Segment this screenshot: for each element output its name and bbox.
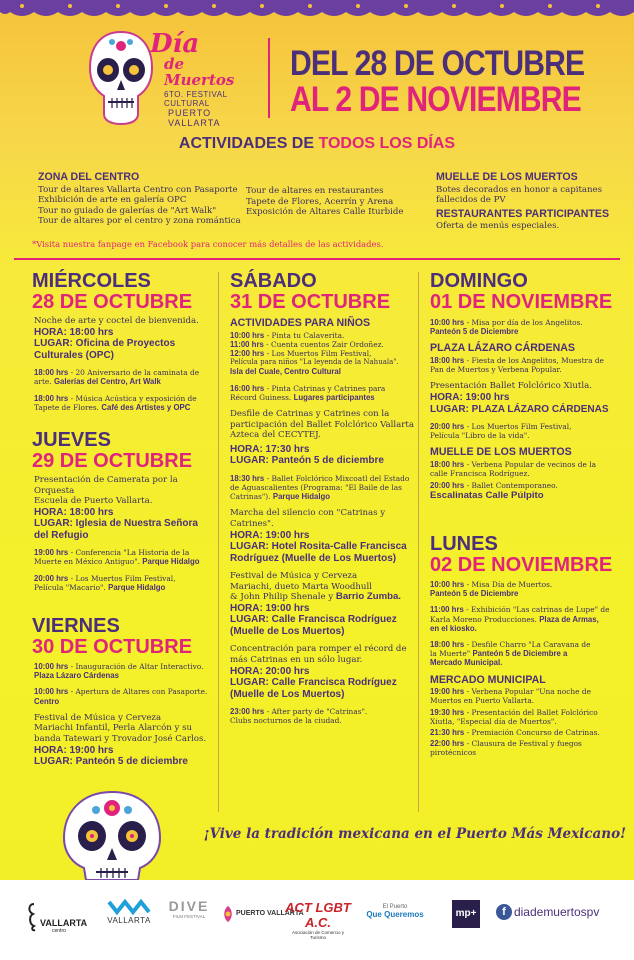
logo-line-1: Día [150, 29, 200, 59]
event-text: - Pinta tu Calaverita. [264, 330, 345, 340]
section-title: PLAZA LÁZARO CÁRDENAS [430, 342, 575, 355]
event-text: Catrinas"). [230, 492, 273, 502]
event-place: Galerías del Centro, Art Walk [53, 377, 161, 387]
day-header-saturday [230, 271, 390, 312]
event-time: 19:00 hrs [430, 687, 465, 697]
event-hour: HORA: 20:00 hrs [230, 665, 310, 677]
event-text: arte. [34, 377, 54, 387]
event-hour: HORA: 19:00 hrs [34, 744, 114, 756]
zona-item: Tour de altares por el centro y zona romántica [38, 216, 241, 227]
logo-text: ACT LGBT A.C. [285, 900, 351, 930]
seahorse-icon [26, 902, 40, 932]
event-text: - Verbena Popular de vecinos de la [464, 460, 596, 469]
dive-film-festival-logo [166, 898, 212, 919]
event-text: - Desfile Charro "La Caravana de [464, 640, 591, 650]
event-text: - After party de "Catrinas". [264, 707, 368, 717]
event-text: Presentación Ballet Folclórico Xiutla. [430, 381, 592, 392]
event-text: Escuela de Puerto Vallarta. [34, 496, 153, 507]
event-time: 19:30 hrs [430, 707, 465, 717]
event-place: Mercado Municipal. [430, 658, 503, 668]
day-date: 30 DE OCTUBRE [32, 636, 193, 658]
sugar-skull-logo [86, 28, 156, 128]
header-divider [268, 38, 270, 118]
event-text: & John Philip Shenale y [230, 592, 336, 603]
event-text: Mariachi Infantil, Perla Alarcón y su [34, 723, 193, 734]
festival-logo-text [150, 29, 250, 128]
event-place: LUGAR: Hotel Rosita-Calle Francisca [230, 541, 407, 553]
event-time: 20:00 hrs [34, 573, 69, 583]
section-title: MUELLE DE LOS MUERTOS [430, 446, 572, 459]
event-place: Culturales (OPC) [34, 349, 115, 361]
event-time: 18:00 hrs [430, 460, 465, 469]
muelle-line: Botes decorados en honor a capitanes [436, 184, 603, 195]
daily-right [436, 172, 626, 232]
wednesday-events [34, 316, 216, 412]
event-text: Tapete de Flores. [34, 402, 102, 412]
event-text: Marcha del silencio con "Catrinas y [230, 508, 386, 519]
event-text: Festival de Música y Cerveza [230, 571, 358, 582]
event-text: - Exhibición "Las catrinas de Lupe" de [463, 605, 610, 615]
logo-subtext: FILM FESTIVAL [172, 914, 206, 919]
zona-centro-title: ZONA DEL CENTRO [38, 171, 140, 183]
event-time: 18:30 hrs [230, 473, 265, 483]
event-text: - Apertura de Altares con Pasaporte. [68, 687, 208, 697]
daily-mid-item: Tour de altares en restaurantes [246, 186, 384, 196]
event-place: Isla del Cuale, Centro Cultural [230, 367, 341, 377]
day-name: DOMINGO [430, 270, 528, 292]
day-date: 01 DE NOVIEMBRE [430, 291, 613, 313]
event-hour: HORA: 19:00 hrs [230, 602, 310, 614]
event-place: Parque Hidalgo [142, 557, 200, 567]
logo-text: El Puerto [382, 904, 408, 910]
event-time: 23:00 hrs [230, 707, 265, 717]
event-text: - Clausura de Festival y fuegos [464, 739, 582, 749]
saturday-events [230, 318, 416, 725]
logo-text: VALLARTA [107, 916, 151, 925]
daily-mid-item: Tapete de Flores, Acerrín y Arena [246, 196, 394, 207]
vallarta-logo [100, 898, 158, 938]
muelle-title: MUELLE DE LOS MUERTOS [436, 171, 578, 183]
event-text: Pan de Muertos y Verbena Popular. [430, 365, 562, 375]
restaurants-title: RESTAURANTES PARTICIPANTES [436, 207, 610, 220]
event-text: - Ballet Folclórico Mixcoatl del Estado [264, 473, 410, 483]
event-text: - Verbena Popular "Una noche de [464, 687, 591, 697]
event-time: 22:00 hrs [430, 739, 465, 749]
event-place: Parque Hidalgo [108, 582, 166, 592]
zona-centro [38, 172, 248, 227]
event-hour: HORA: 18:00 hrs [34, 326, 114, 338]
event-place: Plaza de Armas, [539, 614, 599, 624]
daily-mid-item: Exposición de Altares Calle Iturbide [246, 207, 404, 218]
date-line-2: AL 2 DE NOVIEMBRE [290, 80, 581, 119]
event-time: 11:00 hrs [230, 339, 264, 349]
thursday-events [34, 475, 216, 592]
event-text: más Catrinas en un sólo lugar. [230, 654, 363, 665]
muelle-line: fallecidos de PV [436, 195, 506, 206]
facebook-note: *Visita nuestra fanpage en Facebook para conocer más detalles de las actividades. [32, 239, 384, 249]
event-place: LUGAR: Iglesia de Nuestra Señora [34, 518, 198, 530]
date-line-1: DEL 28 DE OCTUBRE [290, 44, 585, 83]
activities-title-a: ACTIVIDADES DE [178, 135, 315, 152]
day-name: LUNES [430, 533, 498, 555]
daily-mid [246, 186, 431, 218]
sugar-skull-illustration [56, 788, 168, 880]
day-name: SÁBADO [230, 270, 317, 292]
kids-activities-title: ACTIVIDADES PARA NIÑOS [230, 317, 371, 329]
event-text: Festival de Música y Cerveza [34, 712, 162, 723]
day-name: MIÉRCOLES [32, 270, 151, 292]
event-text: - Inauguración de Altar Interactivo. [68, 662, 204, 671]
logo-text: Que Queremos [366, 910, 424, 919]
event-dates [290, 46, 632, 118]
event-place: LUGAR: Panteón 5 de diciembre [34, 756, 188, 768]
event-place: LUGAR: Calle Francisca Rodríguez [230, 677, 397, 689]
event-place: Centro [34, 696, 60, 706]
event-time: 21:30 hrs [430, 728, 465, 738]
day-header-wednesday [32, 271, 192, 312]
event-text: calle Francisca Rodríguez. [430, 469, 530, 479]
wave-icon [107, 898, 151, 916]
event-text: Presentación de Camerata por la Orquesta [34, 475, 178, 496]
day-header-sunday [430, 271, 612, 312]
event-time: 20:00 hrs [430, 481, 465, 491]
pv-emblem-icon [222, 904, 234, 924]
event-text: - Los Muertos Film Festival, [68, 573, 176, 583]
logo-sub-2: PUERTO VALLARTA [168, 108, 221, 128]
event-text: la Muerte" [430, 649, 473, 659]
day-name: JUEVES [32, 429, 111, 451]
event-place: Lugares participantes [293, 392, 375, 402]
event-place: Panteón 5 de Diciembre [430, 589, 519, 599]
event-place: Plaza Lázaro Cárdenas [34, 671, 119, 681]
event-time: 10:00 hrs [430, 580, 465, 589]
event-text: Desfile de Catrinas y Catrines con la [230, 409, 390, 420]
logo-text: DIVE [168, 898, 210, 914]
event-hour: HORA: 19:00 hrs [230, 529, 310, 541]
event-text: Muerte en México Antiguo". [34, 557, 143, 567]
monday-events [430, 580, 620, 758]
event-place: (Muelle de Los Muertos) [230, 688, 345, 700]
section-title: MERCADO MUNICIPAL [430, 673, 546, 686]
column-divider [218, 272, 219, 812]
sunday-events [430, 318, 620, 501]
event-text: participación del Ballet Folclórico Vallarta [230, 419, 414, 430]
event-place: Parque Hidalgo [272, 492, 331, 502]
event-text: Película para niños "La leyenda de la Nahuala". [230, 358, 399, 367]
event-place: Escalinatas Calle Púlpito [430, 489, 544, 501]
event-place: Barrio Zumba. [335, 591, 401, 603]
event-text: Xiutla, "Especial día de Muertos". [430, 716, 557, 726]
facebook-icon: f [496, 904, 512, 920]
day-date: 31 DE OCTUBRE [230, 291, 391, 313]
event-text: pirotécnicos [430, 748, 477, 758]
act-lgbt-logo [284, 900, 352, 940]
day-date: 28 DE OCTUBRE [32, 291, 193, 313]
event-place: del Refugio [34, 529, 89, 541]
logo-subtext: Asociación de Comercio y Turismo [291, 930, 345, 940]
event-text: Concentración para romper el récord de [230, 644, 407, 655]
event-text: - Presentación del Ballet Folclórico [464, 707, 598, 717]
event-place: Panteón 5 de Diciembre a [472, 649, 568, 659]
event-text: Noche de arte y coctel de bienvenida. [34, 316, 199, 326]
day-date: 02 DE NOVIEMBRE [430, 554, 613, 576]
event-time: 18:00 hrs [34, 368, 69, 378]
event-hour: HORA: 17:30 hrs [230, 443, 310, 455]
event-text: Azteca del CECYTEJ. [230, 430, 321, 441]
event-text: - Pinta Catrinas y Catrines para [264, 383, 386, 393]
facebook-link[interactable] [496, 904, 626, 920]
zona-item: Exhibición de arte en galería OPC [38, 195, 187, 206]
event-time: 11:00 hrs [430, 605, 464, 615]
event-place: en el kiosko. [430, 623, 477, 633]
event-place: Panteón 5 de Diciembre [430, 327, 519, 337]
event-text: - Misa Día de Muertos. [464, 580, 553, 589]
slogan: ¡Vive la tradición mexicana en el Puerto Más Mexicano! [203, 826, 626, 842]
event-text: Karla Moreno Producciones. [430, 614, 540, 624]
event-hour: HORA: 18:00 hrs [34, 506, 114, 518]
facebook-handle[interactable]: diademuertospv [513, 905, 600, 919]
day-header-thursday [32, 430, 192, 471]
day-header-friday [32, 616, 192, 657]
day-header-monday [430, 534, 612, 575]
event-place: LUGAR: PLAZA LÁZARO CÁRDENAS [430, 403, 609, 415]
restaurants-line: Oferta de menús especiales. [436, 221, 560, 232]
event-time: 10:00 hrs [34, 687, 69, 697]
day-name: VIERNES [32, 615, 120, 637]
event-time: 12:00 hrs [230, 349, 265, 358]
event-text: - Fiesta de los Angelitos, Muestra de [464, 356, 604, 365]
event-place: Café des Artistes y OPC [101, 402, 191, 412]
event-text: Récord Guiness. [230, 392, 294, 402]
event-time: 20:00 hrs [430, 422, 465, 431]
zona-item: Tour de altares Vallarta Centro con Pasaporte [38, 184, 238, 195]
event-time: 10:00 hrs [230, 330, 265, 340]
logo-sub-1: 6TO. FESTIVAL CULTURAL [164, 90, 228, 108]
sponsors-footer [0, 880, 634, 960]
event-text: - Misa por día de los Angelitos. [464, 318, 583, 327]
event-text: de Aguascalientes (Programa: "El Baile de las [230, 483, 402, 492]
section-divider [14, 258, 620, 260]
event-text: Clubs nocturnos de la ciudad. [230, 716, 342, 726]
event-time: 18:00 hrs [34, 393, 69, 403]
event-time: 19:00 hrs [34, 548, 69, 558]
event-text: - Cuenta cuentos Zair Ordoñez. [263, 339, 384, 349]
event-place: LUGAR: Calle Francisca Rodríguez [230, 614, 397, 626]
logo-subtext: centro [52, 928, 66, 934]
logo-text: PUERTO VALLARTA [236, 910, 304, 917]
event-text: - Premiación Concurso de Catrinas. [464, 728, 600, 738]
event-text: Mariachi, dueto Marta Woodhull [230, 581, 372, 592]
event-text: Película "Macario". [34, 582, 109, 592]
event-text: - 20 Aniversario de la caminata de [68, 368, 200, 378]
friday-events [34, 662, 216, 768]
zona-item: Tour no guiado de galerías de "Art Walk" [38, 205, 217, 216]
event-hour: HORA: 19:00 hrs [430, 392, 510, 403]
event-place: Rodríguez (Muelle de Los Muertos) [230, 552, 397, 564]
activities-title [0, 135, 634, 153]
logo-text: VALLARTA [40, 918, 88, 928]
papel-picado-border [0, 0, 634, 22]
event-text: - Los Muertos Film Festival, [264, 349, 372, 358]
event-place: (Muelle de Los Muertos) [230, 625, 345, 637]
event-place: LUGAR: Panteón 5 de diciembre [230, 455, 384, 467]
event-text: Muertos en Puerto Vallarta. [430, 696, 535, 706]
event-text: - Música Acústica y exposición de [68, 393, 197, 403]
logo-line-2: de Muertos [164, 55, 235, 89]
event-text: Catrines". [230, 519, 274, 529]
day-date: 29 DE OCTUBRE [32, 450, 193, 472]
event-time: 16:00 hrs [230, 383, 265, 393]
mp-logo: mp+ [452, 900, 480, 928]
event-place: LUGAR: Oficina de Proyectos [34, 338, 176, 350]
event-time: 18:00 hrs [430, 356, 465, 365]
event-time: 10:00 hrs [430, 318, 465, 327]
event-time: 18:00 hrs [430, 640, 465, 650]
event-text: - Ballet Contemporaneo. [464, 481, 558, 491]
event-time: 10:00 hrs [34, 662, 69, 671]
event-text: - Conferencia "La Historia de la [68, 548, 190, 558]
activities-title-b: TODOS LOS DÍAS [318, 135, 456, 152]
event-text: Película "Libro de la vida". [430, 431, 530, 441]
event-text: - Los Muertos Film Festival, [464, 422, 572, 431]
column-divider [418, 272, 419, 812]
el-puerto-logo [360, 904, 430, 919]
event-text: banda Tatewari y Trovador José Carlos. [34, 734, 207, 744]
